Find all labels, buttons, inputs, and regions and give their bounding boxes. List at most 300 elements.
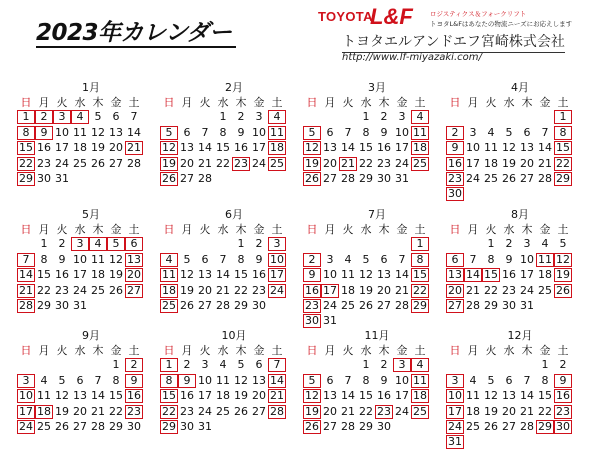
calendar-day: 3 xyxy=(326,252,334,266)
calendar-day: 27 xyxy=(198,298,212,312)
month-block xyxy=(160,207,300,314)
holiday-day: 20 xyxy=(127,268,141,282)
month-label: 1月 xyxy=(82,81,100,94)
empty-day xyxy=(518,110,536,124)
calendar-day: 16 xyxy=(252,268,266,282)
empty-day xyxy=(71,358,89,372)
calendar-day: 29 xyxy=(234,298,248,312)
weekday-header: 火 xyxy=(485,344,497,357)
weekday-header: 日 xyxy=(163,96,175,109)
calendar-day: 25 xyxy=(484,171,498,185)
weekday-header: 金 xyxy=(539,223,551,236)
calendar-day: 29 xyxy=(109,419,123,433)
calendar-day: 23 xyxy=(180,404,194,418)
calendar-day: 24 xyxy=(466,171,480,185)
calendar-day: 25 xyxy=(216,404,230,418)
weekday-header: 土 xyxy=(128,96,140,109)
calendar-day: 27 xyxy=(377,298,391,312)
calendar-day: 13 xyxy=(323,141,337,155)
empty-day xyxy=(35,358,53,372)
holiday-day: 23 xyxy=(234,156,248,170)
calendar-day: 8 xyxy=(362,125,370,139)
calendar-day: 23 xyxy=(37,156,51,170)
holiday-day: 4 xyxy=(71,110,89,124)
calendar-day: 11 xyxy=(91,252,105,266)
holiday-day: 16 xyxy=(556,389,570,403)
calendar-day: 15 xyxy=(37,268,51,282)
calendar-day: 20 xyxy=(502,404,516,418)
holiday-day: 17 xyxy=(448,404,462,418)
calendar-day: 15 xyxy=(216,141,230,155)
weekday-header: 月 xyxy=(324,96,336,109)
calendar-day: 19 xyxy=(502,156,516,170)
holiday-day: 19 xyxy=(556,268,570,282)
holiday-day: 7 xyxy=(17,253,35,267)
holiday-day: 15 xyxy=(19,141,33,155)
calendar-day: 11 xyxy=(73,125,87,139)
calendar-day: 4 xyxy=(40,373,48,387)
calendar-day: 20 xyxy=(377,283,391,297)
weekday-header: 水 xyxy=(360,223,372,236)
lf-logo: L&F xyxy=(370,4,413,29)
calendar-day: 1 xyxy=(362,110,370,124)
holiday-day: 9 xyxy=(303,268,321,282)
month-block xyxy=(303,80,443,187)
holiday-day: 4 xyxy=(411,358,429,372)
weekday-header: 金 xyxy=(253,96,265,109)
calendar-day: 18 xyxy=(466,404,480,418)
calendar-day: 24 xyxy=(395,404,409,418)
holiday-day: 17 xyxy=(270,268,284,282)
weekday-header: 木 xyxy=(378,223,390,236)
calendar-day: 2 xyxy=(380,110,388,124)
empty-day xyxy=(446,358,464,372)
month-grid xyxy=(160,95,300,187)
calendar-day: 13 xyxy=(252,373,266,387)
weekday-header: 火 xyxy=(342,344,354,357)
calendar-day: 12 xyxy=(109,252,123,266)
empty-day xyxy=(375,237,393,251)
calendar-day: 29 xyxy=(359,419,373,433)
calendar-day: 24 xyxy=(198,404,212,418)
calendar-day: 12 xyxy=(502,141,516,155)
empty-day xyxy=(303,237,321,251)
calendar-day: 7 xyxy=(130,110,138,124)
weekday-header: 日 xyxy=(449,96,461,109)
holiday-day: 11 xyxy=(413,125,427,139)
holiday-day: 6 xyxy=(125,237,143,251)
calendar-day: 4 xyxy=(541,237,549,251)
holiday-day: 22 xyxy=(162,404,176,418)
holiday-day: 15 xyxy=(413,268,427,282)
calendar-day: 18 xyxy=(216,389,230,403)
holiday-day: 9 xyxy=(554,374,572,388)
calendar-day: 8 xyxy=(362,373,370,387)
calendar-day: 19 xyxy=(234,389,248,403)
month-block xyxy=(17,328,157,435)
calendar-day: 24 xyxy=(395,156,409,170)
calendar-day: 24 xyxy=(252,156,266,170)
holiday-day: 10 xyxy=(19,389,33,403)
calendar-day: 27 xyxy=(520,171,534,185)
holiday-day: 24 xyxy=(19,419,33,433)
weekday-header: 火 xyxy=(485,223,497,236)
weekday-header: 水 xyxy=(74,96,86,109)
calendar-day: 19 xyxy=(109,268,123,282)
calendar-day: 6 xyxy=(255,358,263,372)
calendar-day: 23 xyxy=(252,283,266,297)
holiday-day: 21 xyxy=(341,156,355,170)
calendar-day: 31 xyxy=(73,298,87,312)
empty-day xyxy=(536,110,554,124)
calendar-day: 9 xyxy=(255,252,263,266)
calendar-day: 6 xyxy=(76,373,84,387)
calendar-day: 9 xyxy=(380,373,388,387)
weekday-header: 月 xyxy=(324,223,336,236)
calendar-day: 20 xyxy=(323,156,337,170)
month-grid xyxy=(17,343,157,435)
holiday-day: 12 xyxy=(305,141,319,155)
calendar-day: 18 xyxy=(341,283,355,297)
calendar-day: 10 xyxy=(520,252,534,266)
calendar-day: 5 xyxy=(183,252,191,266)
empty-day xyxy=(339,237,357,251)
company-url: http://www.lf-miyazaki.com/ xyxy=(342,52,482,63)
holiday-day: 21 xyxy=(270,389,284,403)
weekday-header: 日 xyxy=(20,344,32,357)
weekday-header: 土 xyxy=(557,96,569,109)
calendar-day: 11 xyxy=(341,268,355,282)
calendar-day: 30 xyxy=(502,298,516,312)
calendar-day: 9 xyxy=(505,252,513,266)
weekday-header: 火 xyxy=(56,96,68,109)
calendar-day: 25 xyxy=(538,283,552,297)
holiday-day: 8 xyxy=(411,253,429,267)
weekday-header: 木 xyxy=(92,344,104,357)
calendar-day: 27 xyxy=(109,156,123,170)
calendar-day: 24 xyxy=(323,298,337,312)
holiday-day: 8 xyxy=(17,126,35,140)
calendar-day: 7 xyxy=(201,125,209,139)
calendar-day: 17 xyxy=(466,156,480,170)
weekday-header: 月 xyxy=(181,344,193,357)
calendar-day: 28 xyxy=(91,419,105,433)
calendar-day: 2 xyxy=(505,237,513,251)
calendar-day: 5 xyxy=(237,358,245,372)
calendar-day: 26 xyxy=(109,283,123,297)
weekday-header: 日 xyxy=(20,96,32,109)
holiday-day: 4 xyxy=(89,237,107,251)
holiday-day: 3 xyxy=(446,374,464,388)
holiday-day: 25 xyxy=(413,404,427,418)
calendar-day: 21 xyxy=(216,283,230,297)
month-block xyxy=(446,328,586,451)
weekday-header: 月 xyxy=(38,223,50,236)
holiday-day: 26 xyxy=(305,171,319,185)
weekday-header: 木 xyxy=(235,344,247,357)
calendar-day: 5 xyxy=(94,110,102,124)
calendar-day: 24 xyxy=(520,283,534,297)
weekday-header: 木 xyxy=(235,223,247,236)
calendar-day: 22 xyxy=(234,283,248,297)
calendar-day: 17 xyxy=(55,141,69,155)
calendar-day: 1 xyxy=(40,237,48,251)
holiday-day: 26 xyxy=(162,171,176,185)
calendar-day: 2 xyxy=(380,358,388,372)
holiday-day: 17 xyxy=(19,404,33,418)
weekday-header: 日 xyxy=(20,223,32,236)
empty-day xyxy=(464,358,482,372)
weekday-header: 土 xyxy=(557,344,569,357)
calendar-day: 10 xyxy=(323,268,337,282)
company-name: トヨタエルアンドエフ宮崎株式会社 xyxy=(342,31,565,53)
calendar-day: 13 xyxy=(502,389,516,403)
holiday-day: 30 xyxy=(448,187,462,201)
weekday-header: 水 xyxy=(217,96,229,109)
holiday-day: 27 xyxy=(127,283,141,297)
calendar-day: 30 xyxy=(127,419,141,433)
calendar-day: 16 xyxy=(377,389,391,403)
weekday-header: 月 xyxy=(324,344,336,357)
weekday-header: 土 xyxy=(271,344,283,357)
calendar-day: 5 xyxy=(58,373,66,387)
calendar-day: 3 xyxy=(398,110,406,124)
calendar-day: 12 xyxy=(484,389,498,403)
calendar-day: 22 xyxy=(109,404,123,418)
brand-tagline-2: トヨタL&Fはあなたの物流ニーズにお応えします xyxy=(430,20,573,28)
empty-day xyxy=(303,358,321,372)
holiday-day: 1 xyxy=(554,110,572,124)
calendar-day: 12 xyxy=(55,389,69,403)
calendar-day: 10 xyxy=(198,373,212,387)
calendar-day: 17 xyxy=(395,141,409,155)
calendar-day: 5 xyxy=(505,125,513,139)
holiday-day: 3 xyxy=(268,237,286,251)
month-label: 10月 xyxy=(221,329,247,342)
calendar-day: 7 xyxy=(344,125,352,139)
calendar-day: 3 xyxy=(469,125,477,139)
calendar-day: 6 xyxy=(201,252,209,266)
holiday-day: 30 xyxy=(556,419,570,433)
calendar-day: 11 xyxy=(466,389,480,403)
calendar-day: 10 xyxy=(466,141,480,155)
weekday-header: 木 xyxy=(92,223,104,236)
calendar-day: 20 xyxy=(73,404,87,418)
calendar-day: 3 xyxy=(523,237,531,251)
calendar-day: 13 xyxy=(323,389,337,403)
holiday-day: 8 xyxy=(160,374,178,388)
empty-day xyxy=(178,237,196,251)
weekday-header: 木 xyxy=(378,96,390,109)
calendar-day: 7 xyxy=(523,373,531,387)
calendar-day: 26 xyxy=(234,404,248,418)
holiday-day: 12 xyxy=(556,252,570,266)
month-label: 2月 xyxy=(225,81,243,94)
calendar-day: 21 xyxy=(395,283,409,297)
calendar-day: 3 xyxy=(201,358,209,372)
calendar-day: 21 xyxy=(538,156,552,170)
holiday-day: 19 xyxy=(305,404,319,418)
holiday-day: 28 xyxy=(270,404,284,418)
weekday-header: 火 xyxy=(56,223,68,236)
month-label: 6月 xyxy=(225,208,243,221)
empty-day xyxy=(303,110,321,124)
calendar-day: 15 xyxy=(538,389,552,403)
weekday-header: 月 xyxy=(38,96,50,109)
calendar-day: 7 xyxy=(541,125,549,139)
calendar-day: 4 xyxy=(219,358,227,372)
month-block xyxy=(17,207,157,314)
weekday-header: 火 xyxy=(199,96,211,109)
calendar-day: 20 xyxy=(180,156,194,170)
weekday-header: 水 xyxy=(217,223,229,236)
calendar-title: 2023年カレンダー xyxy=(36,20,236,48)
calendar-day: 26 xyxy=(55,419,69,433)
weekday-header: 火 xyxy=(199,223,211,236)
calendar-day: 12 xyxy=(91,125,105,139)
calendar-day: 7 xyxy=(219,252,227,266)
holiday-day: 11 xyxy=(270,125,284,139)
calendar-day: 18 xyxy=(484,156,498,170)
calendar-day: 30 xyxy=(55,298,69,312)
calendar-day: 28 xyxy=(198,171,212,185)
holiday-day: 16 xyxy=(305,283,319,297)
holiday-day: 18 xyxy=(162,283,176,297)
calendar-day: 6 xyxy=(523,125,531,139)
empty-day xyxy=(357,237,375,251)
holiday-day: 2 xyxy=(35,110,53,124)
holiday-day: 29 xyxy=(413,298,427,312)
calendar-day: 6 xyxy=(505,373,513,387)
holiday-day: 29 xyxy=(556,171,570,185)
month-grid xyxy=(303,343,443,435)
month-block xyxy=(446,80,586,203)
calendar-day: 14 xyxy=(91,389,105,403)
company-brand xyxy=(318,4,588,67)
holiday-day: 9 xyxy=(35,126,53,140)
month-grid xyxy=(303,222,443,330)
holiday-day: 27 xyxy=(448,298,462,312)
calendar-day: 14 xyxy=(395,268,409,282)
calendar-day: 6 xyxy=(380,252,388,266)
month-block xyxy=(160,80,300,187)
weekday-header: 火 xyxy=(485,96,497,109)
calendar-day: 9 xyxy=(237,125,245,139)
calendar-day: 18 xyxy=(91,268,105,282)
calendar-day: 10 xyxy=(395,373,409,387)
calendar-day: 1 xyxy=(487,237,495,251)
empty-day xyxy=(446,237,464,251)
calendar-day: 14 xyxy=(127,125,141,139)
weekday-header: 金 xyxy=(110,96,122,109)
calendar-day: 18 xyxy=(538,268,552,282)
holiday-day: 29 xyxy=(162,419,176,433)
weekday-header: 火 xyxy=(56,344,68,357)
calendar-day: 16 xyxy=(502,268,516,282)
calendar-day: 8 xyxy=(487,252,495,266)
holiday-day: 5 xyxy=(160,126,178,140)
calendar-day: 2 xyxy=(58,237,66,251)
calendar-day: 28 xyxy=(520,419,534,433)
month-grid xyxy=(446,222,586,314)
calendar-day: 17 xyxy=(520,268,534,282)
calendar-day: 7 xyxy=(94,373,102,387)
empty-day xyxy=(17,358,35,372)
calendar-day: 1 xyxy=(541,358,549,372)
weekday-header: 土 xyxy=(271,96,283,109)
weekday-header: 日 xyxy=(449,344,461,357)
weekday-header: 金 xyxy=(110,344,122,357)
empty-day xyxy=(500,358,518,372)
calendar-day: 20 xyxy=(198,283,212,297)
month-label: 4月 xyxy=(511,81,529,94)
calendar-day: 14 xyxy=(198,141,212,155)
calendar-day: 14 xyxy=(341,389,355,403)
calendar-day: 10 xyxy=(395,125,409,139)
calendar-day: 30 xyxy=(377,171,391,185)
empty-day xyxy=(196,110,214,124)
empty-day xyxy=(17,237,35,251)
holiday-day: 11 xyxy=(413,373,427,387)
calendar-day: 22 xyxy=(216,156,230,170)
calendar-day: 20 xyxy=(252,389,266,403)
empty-day xyxy=(321,358,339,372)
weekday-header: 木 xyxy=(521,223,533,236)
calendar-day: 5 xyxy=(559,237,567,251)
holiday-day: 26 xyxy=(305,419,319,433)
weekday-header: 金 xyxy=(396,344,408,357)
holiday-day: 10 xyxy=(270,252,284,266)
calendar-day: 24 xyxy=(55,156,69,170)
calendar-day: 29 xyxy=(484,298,498,312)
weekday-header: 水 xyxy=(503,344,515,357)
holiday-day: 23 xyxy=(377,404,391,418)
month-label: 5月 xyxy=(82,208,100,221)
calendar-day: 13 xyxy=(109,125,123,139)
empty-day xyxy=(500,110,518,124)
calendar-day: 15 xyxy=(359,389,373,403)
month-label: 7月 xyxy=(368,208,386,221)
weekday-header: 金 xyxy=(110,223,122,236)
empty-day xyxy=(160,237,178,251)
calendar-day: 24 xyxy=(73,283,87,297)
calendar-day: 22 xyxy=(37,283,51,297)
empty-day xyxy=(160,110,178,124)
holiday-day: 23 xyxy=(127,404,141,418)
weekday-header: 日 xyxy=(163,344,175,357)
month-block xyxy=(160,328,300,435)
calendar-day: 5 xyxy=(487,373,495,387)
holiday-day: 21 xyxy=(127,141,141,155)
holiday-day: 19 xyxy=(305,156,319,170)
holiday-day: 12 xyxy=(305,389,319,403)
calendar-day: 17 xyxy=(252,141,266,155)
month-grid xyxy=(446,95,586,203)
weekday-header: 火 xyxy=(342,96,354,109)
holiday-day: 14 xyxy=(19,268,33,282)
month-label: 9月 xyxy=(82,329,100,342)
calendar-day: 16 xyxy=(37,141,51,155)
weekday-header: 水 xyxy=(74,223,86,236)
calendar-day: 14 xyxy=(341,141,355,155)
weekday-header: 土 xyxy=(414,344,426,357)
empty-day xyxy=(53,358,71,372)
calendar-day: 30 xyxy=(377,419,391,433)
holiday-day: 7 xyxy=(268,358,286,372)
calendar-day: 22 xyxy=(359,404,373,418)
calendar-day: 4 xyxy=(469,373,477,387)
calendar-day: 19 xyxy=(91,141,105,155)
